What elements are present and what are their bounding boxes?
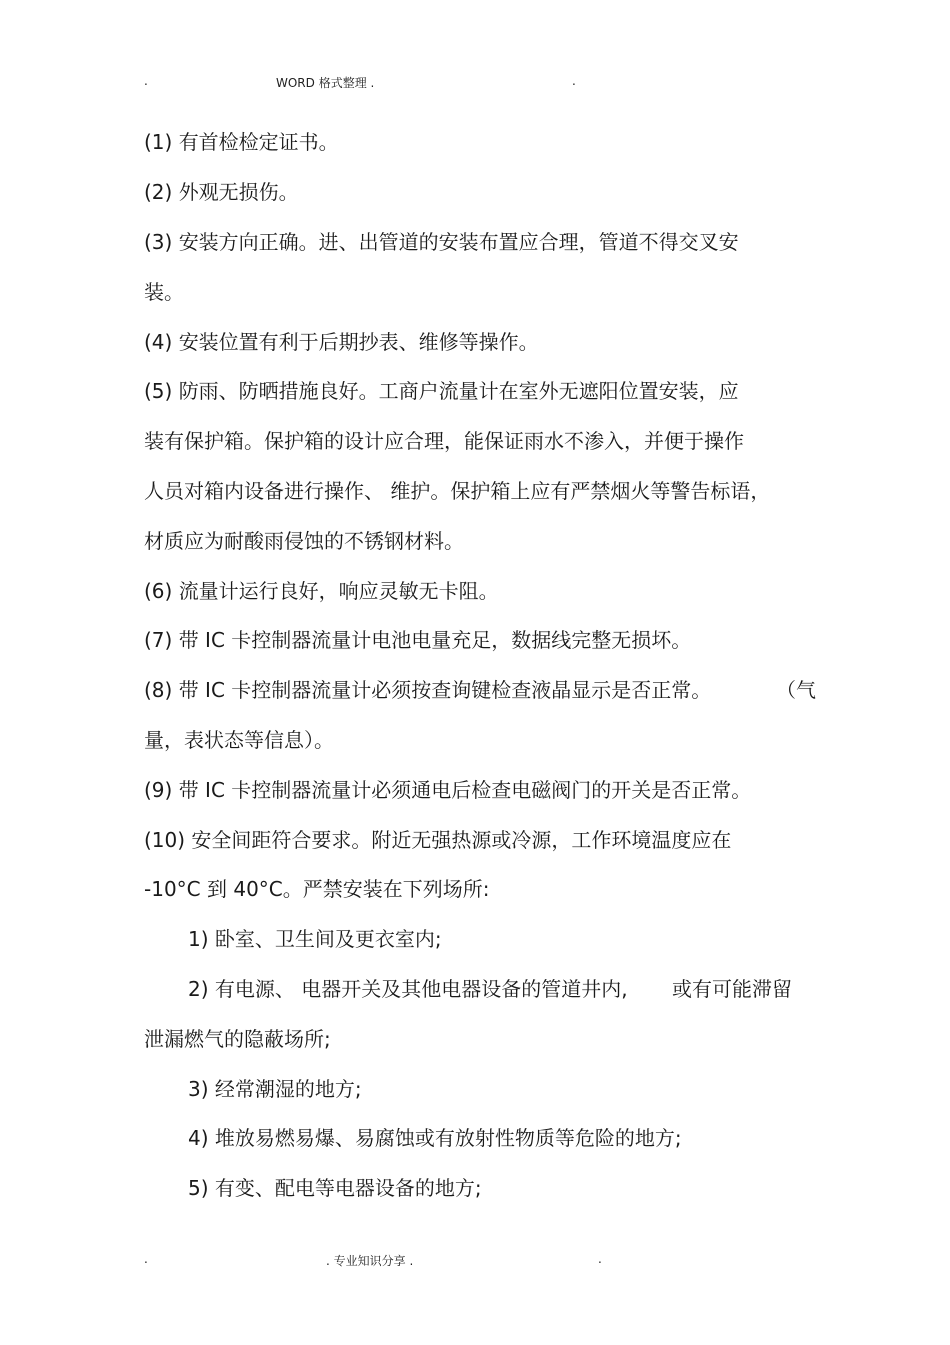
item-5-cont-2: 人员对箱内设备进行操作、 维护。保护箱上应有严禁烟火等警告标语，	[144, 479, 771, 503]
header-dot-left: .	[144, 74, 148, 88]
footer-text: . 专业知识分享 .	[326, 1254, 414, 1268]
header-text: WORD 格式整理 .	[276, 76, 375, 90]
item-8-tail: （气	[776, 678, 816, 702]
item-3: (3) 安装方向正确。进、出管道的安装布置应合理，管道不得交叉安	[144, 230, 739, 254]
sub-item-3: 3) 经常潮湿的地方;	[188, 1077, 362, 1101]
footer-dot-right: .	[598, 1252, 602, 1266]
item-2: (2) 外观无损伤。	[144, 180, 299, 204]
item-8-cont: 量，表状态等信息）。	[144, 728, 334, 752]
sub-item-1: 1) 卧室、卫生间及更衣室内;	[188, 927, 442, 951]
item-3-cont: 装。	[144, 280, 184, 304]
item-10: (10) 安全间距符合要求。附近无强热源或冷源，工作环境温度应在	[144, 828, 732, 852]
footer-dot-left: .	[144, 1252, 148, 1266]
sub-item-5: 5) 有变、配电等电器设备的地方;	[188, 1176, 482, 1200]
item-5-cont-3: 材质应为耐酸雨侵蚀的不锈钢材料。	[144, 529, 464, 553]
item-5-cont-1: 装有保护箱。保护箱的设计应合理，能保证雨水不渗入，并便于操作	[144, 429, 744, 453]
item-5: (5) 防雨、防晒措施良好。工商户流量计在室外无遮阳位置安装，应	[144, 379, 739, 403]
item-9: (9) 带 IC 卡控制器流量计必须通电后检查电磁阀门的开关是否正常。	[144, 778, 752, 802]
item-7: (7) 带 IC 卡控制器流量计电池电量充足，数据线完整无损坏。	[144, 628, 692, 652]
sub-item-2-tail: 或有可能滞留	[672, 977, 792, 1001]
item-4: (4) 安装位置有利于后期抄表、维修等操作。	[144, 330, 539, 354]
item-10-cont: -10°C 到 40°C。严禁安装在下列场所:	[144, 877, 490, 901]
sub-item-2-cont: 泄漏燃气的隐蔽场所;	[144, 1027, 331, 1051]
sub-item-2: 2) 有电源、 电器开关及其他电器设备的管道井内,	[188, 977, 628, 1001]
sub-item-4: 4) 堆放易燃易爆、易腐蚀或有放射性物质等危险的地方;	[188, 1126, 682, 1150]
item-1: (1) 有首检检定证书。	[144, 130, 339, 154]
item-6: (6) 流量计运行良好，响应灵敏无卡阻。	[144, 579, 499, 603]
header-dot-right: .	[572, 74, 576, 88]
item-8: (8) 带 IC 卡控制器流量计必须按查询键检查液晶显示是否正常。	[144, 678, 712, 702]
